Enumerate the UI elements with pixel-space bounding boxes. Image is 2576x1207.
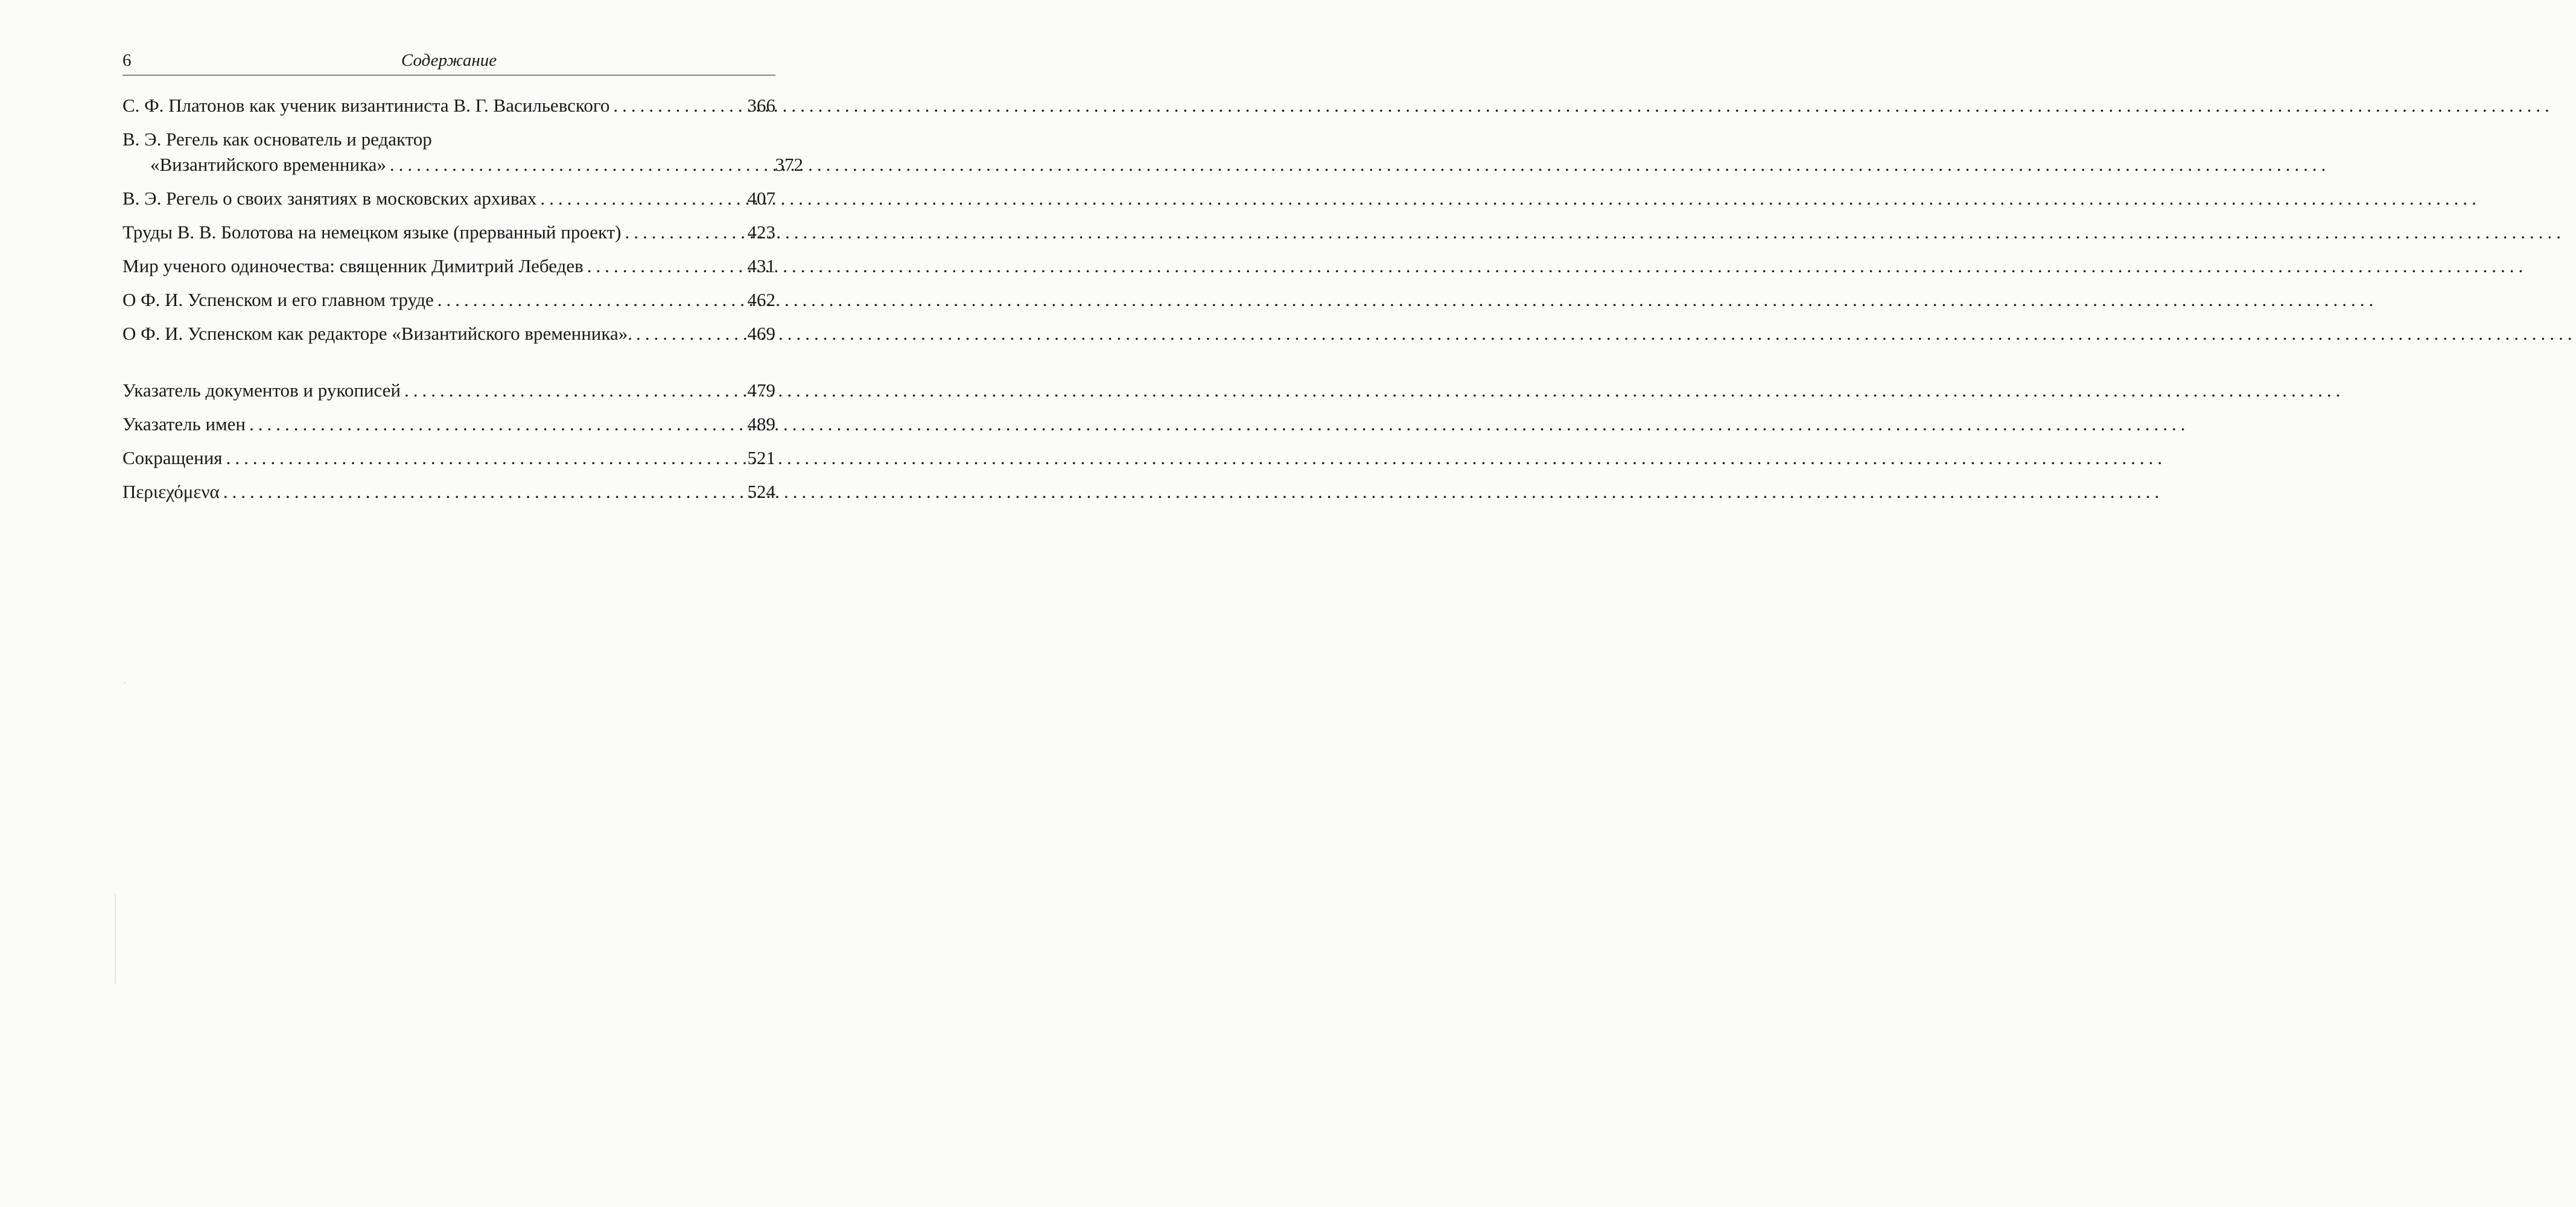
scan-artifact (115, 893, 116, 984)
dot-leader (404, 378, 739, 403)
toc-entry-title-continuation: «Византийского временника» (150, 154, 386, 175)
toc-entry (122, 445, 775, 471)
toc-entry-page: 479 (747, 380, 775, 401)
book-page (0, 0, 803, 1207)
dot-leader (613, 93, 739, 118)
toc-entry (122, 412, 775, 437)
toc-entry-page: 489 (747, 413, 775, 435)
toc-entry (122, 186, 775, 211)
dot-leader (223, 479, 739, 505)
dot-leader (625, 220, 740, 245)
toc-entry-title: Указатель документов и рукописей (122, 380, 401, 401)
toc-entry-title: О Ф. И. Успенском как редакторе «Византийского временника». (122, 323, 632, 344)
page-header (122, 48, 775, 75)
dot-leader (587, 253, 739, 279)
toc-entry-page: 407 (747, 188, 775, 209)
toc-entry-page: 524 (747, 481, 775, 502)
toc-entry (122, 127, 803, 177)
toc-entry-page: 431 (747, 255, 775, 276)
toc-entry (122, 253, 775, 279)
dot-leader (390, 152, 767, 177)
section-spacer (122, 355, 775, 378)
toc-entry (122, 220, 775, 245)
toc-entry-title: Περιεχόμενα (122, 481, 220, 502)
toc-entry (122, 479, 775, 505)
toc-entry-title: Труды В. В. Болотова на немецком языке (прерванный проект) (122, 221, 622, 243)
toc-entry-title: С. Ф. Платонов как ученик византиниста В. Г. Васильевского (122, 95, 610, 116)
toc-entry-title: О Ф. И. Успенском и его главном труде (122, 289, 434, 310)
toc-entry-page: 469 (747, 323, 775, 344)
running-title: Содержание (401, 51, 497, 70)
toc-entry-title: Сокращения (122, 447, 223, 468)
toc-entry-page: 366 (747, 95, 775, 116)
table-of-contents (122, 93, 803, 513)
dot-leader (540, 186, 739, 211)
toc-entry-page: 423 (747, 221, 775, 243)
toc-entry (122, 287, 775, 313)
dot-leader (249, 412, 739, 437)
dot-leader (636, 321, 739, 346)
toc-entry-title: Указатель имен (122, 413, 246, 435)
toc-entry-title: В. Э. Регель как основатель и редактор (122, 129, 432, 150)
toc-entry (122, 378, 775, 403)
page-number: 6 (122, 51, 132, 70)
toc-entry (122, 321, 775, 346)
toc-entry-title: В. Э. Регель о своих занятиях в московских архивах (122, 188, 537, 209)
toc-entry-page: 372 (775, 154, 803, 175)
toc-entry-page: 462 (747, 289, 775, 310)
scan-artifact (124, 682, 126, 684)
toc-entry-title: Мир ученого одиночества: священник Димитрий Лебедев (122, 255, 584, 276)
dot-leader (437, 287, 739, 313)
dot-leader (226, 445, 739, 471)
toc-entry-page: 521 (747, 447, 775, 468)
toc-entry (122, 93, 775, 118)
